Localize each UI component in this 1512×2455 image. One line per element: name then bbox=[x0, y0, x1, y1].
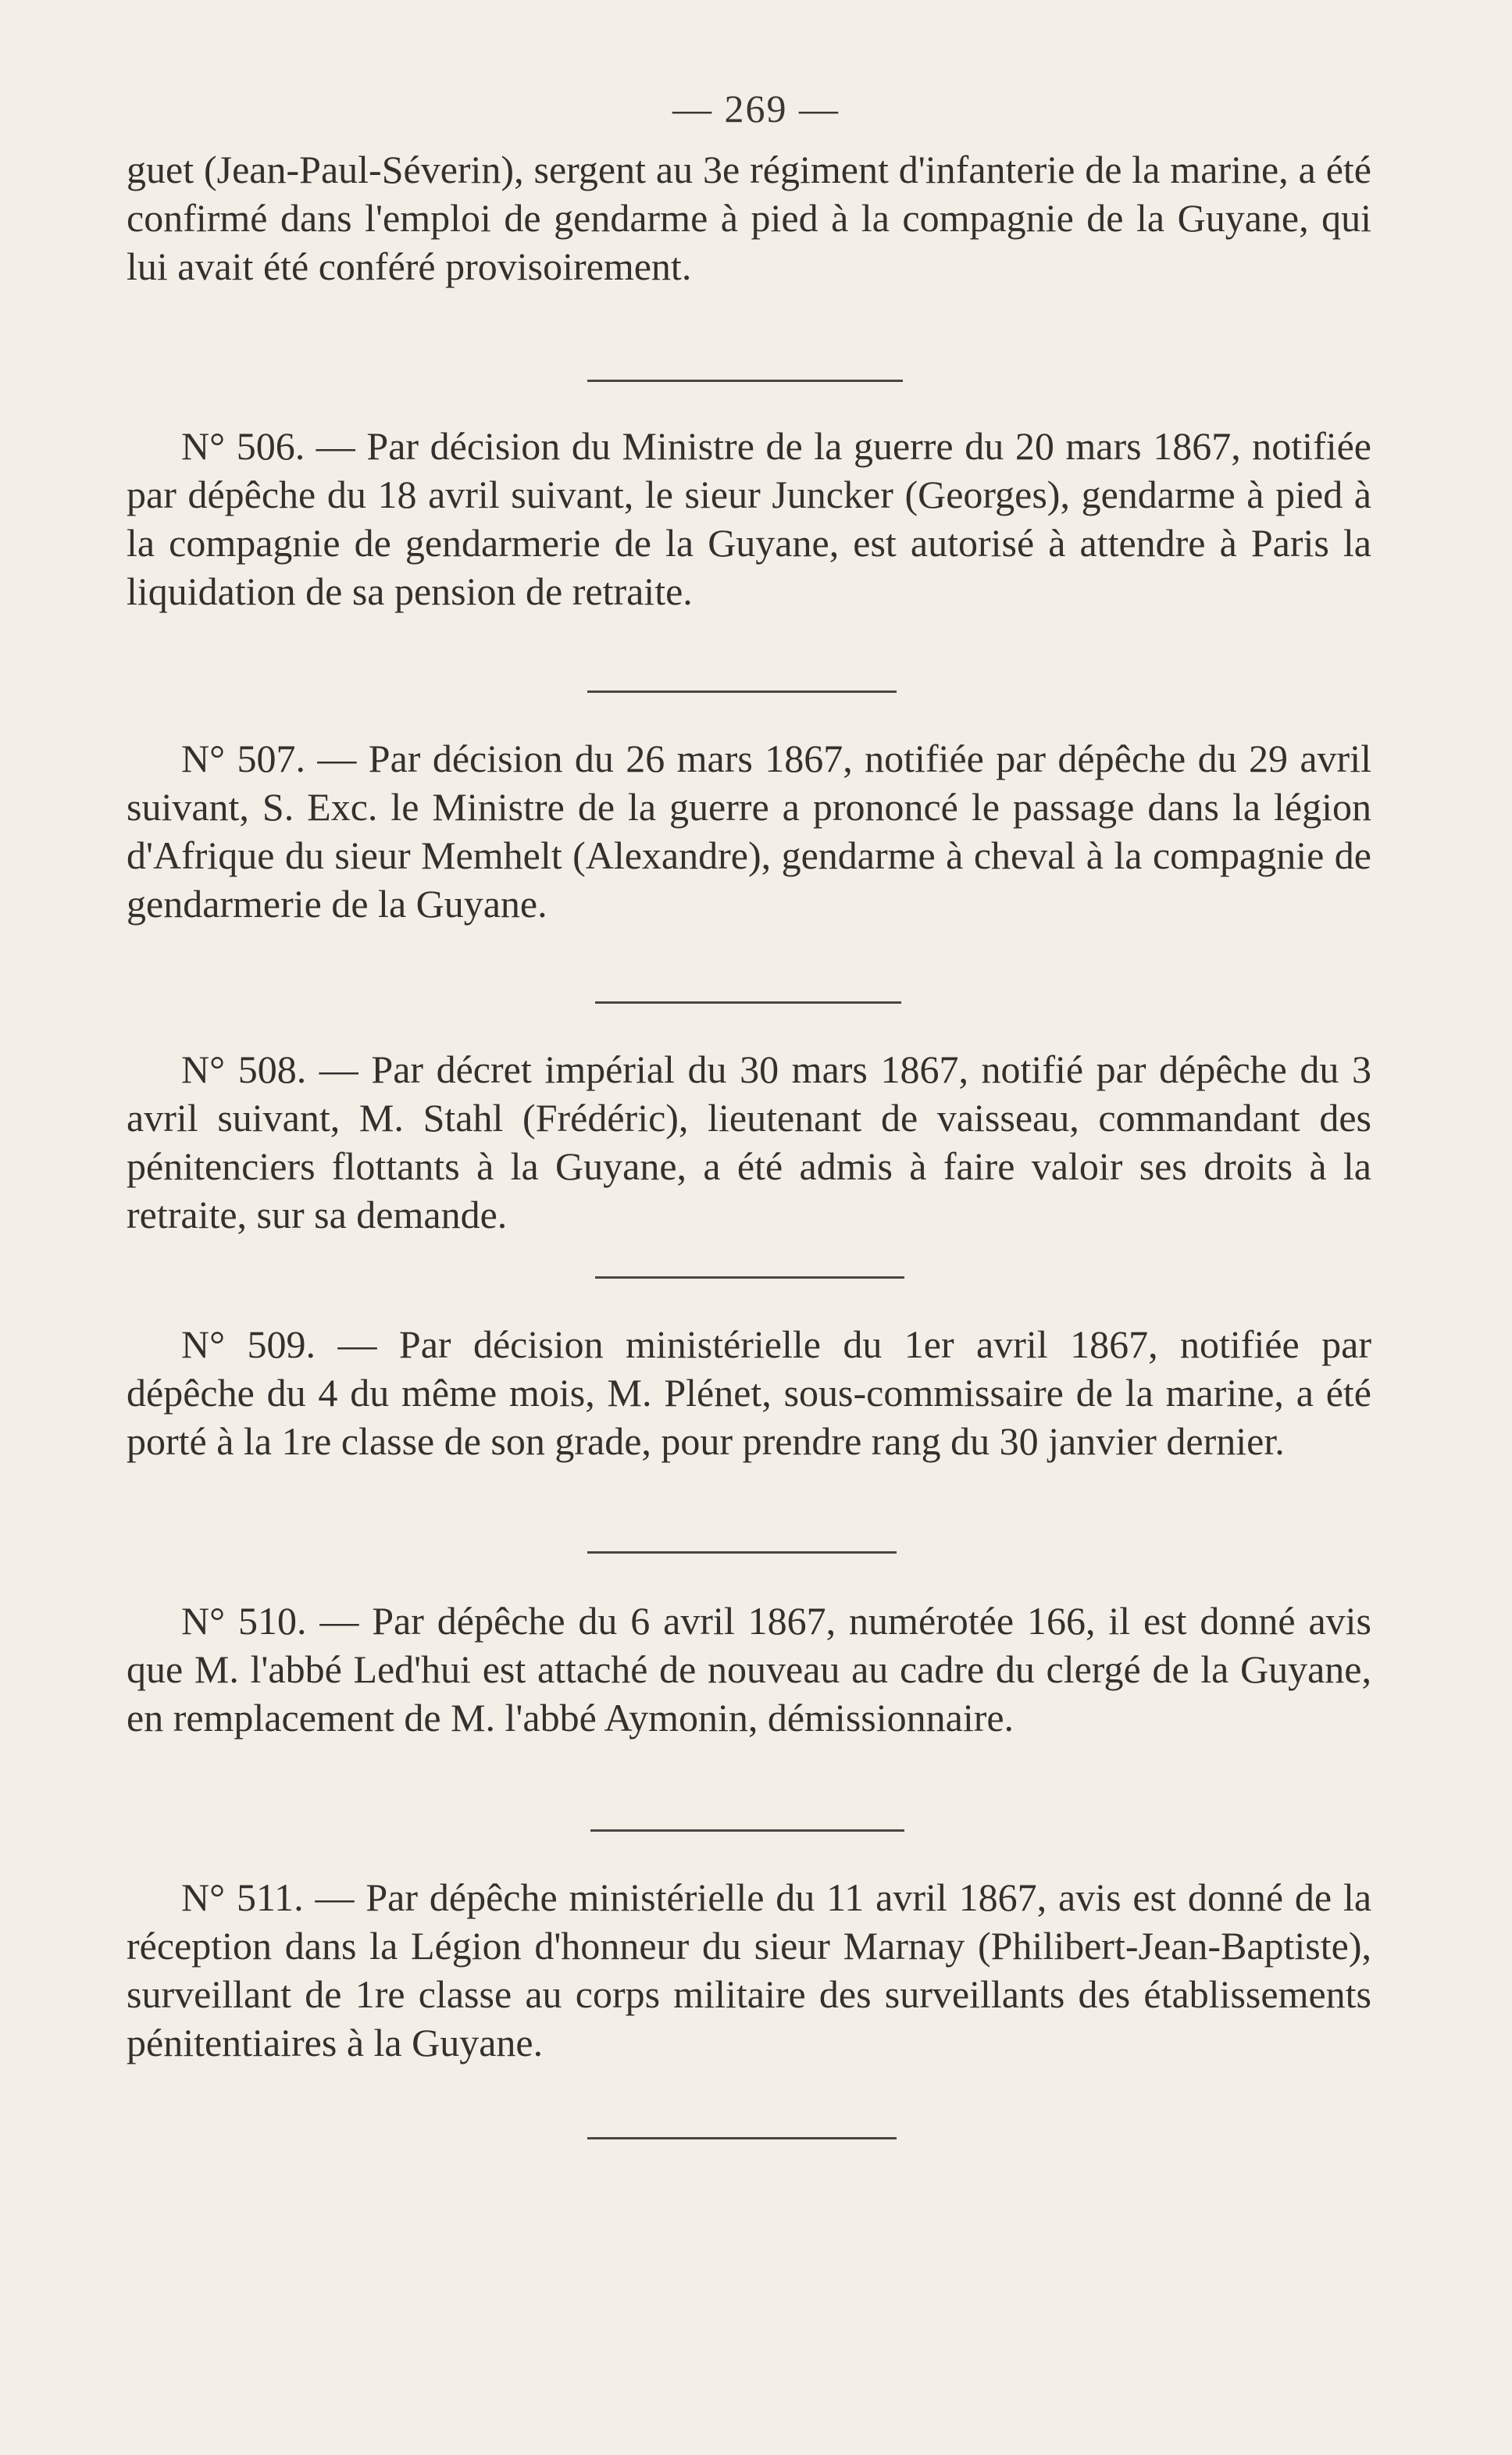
section-divider bbox=[587, 1551, 897, 1554]
section-divider bbox=[595, 1001, 901, 1004]
section-divider bbox=[587, 380, 903, 382]
paragraph-text: — Par décision du Ministre de la guerre du 20 mars 1867, notifiée par dépêche du 18 avril suivant, le sieur Juncker (Georges), gendarme à pied à la compagnie de gendarmerie de la Guyane, est autorisé à attendre à Paris la liquidation de sa pension de retraite. bbox=[127, 424, 1371, 613]
paragraph-511 bbox=[127, 1873, 1371, 2067]
paragraph-text: — Par dépêche du 6 avril 1867, numérotée 166, il est donné avis que M. l'abbé Led'hui est attaché de nouveau au cadre du clergé de la Guyane, en remplacement de M. l'abbé Aymonin, démissionnaire. bbox=[127, 1599, 1372, 1740]
paragraph-continuation bbox=[127, 145, 1371, 291]
paragraph-number: N° 509. bbox=[181, 1322, 316, 1366]
paragraph-number: N° 508. bbox=[181, 1047, 307, 1091]
paragraph-number: N° 511. bbox=[181, 1875, 304, 1919]
paragraph-509 bbox=[127, 1320, 1371, 1465]
section-divider bbox=[595, 1276, 904, 1279]
paragraph-text: — Par dépêche ministérielle du 11 avril 1867, avis est donné de la réception dans la Légion d'honneur du sieur Marnay (Philibert-Jean-Baptiste), surveillant de 1re classe au corps militaire des surveillants des établissements pénitentiaires à la Guyane. bbox=[127, 1875, 1372, 2064]
paragraph-text: guet (Jean-Paul-Séverin), sergent au 3e régiment d'infanterie de la marine, a été confirmé dans l'emploi de gendarme à pied à la compagnie de la Guyane, qui lui avait été conféré provisoirement. bbox=[127, 148, 1371, 288]
paragraph-507 bbox=[127, 734, 1371, 928]
paragraph-text: — Par décision du 26 mars 1867, notifiée par dépêche du 29 avril suivant, S. Exc. le Ministre de la guerre a prononcé le passage dans la légion d'Afrique du sieur Memhelt (Alexandre), gendarme à cheval à la compagnie de gendarmerie de la Guyane. bbox=[127, 737, 1371, 926]
paragraph-number: N° 510. bbox=[181, 1599, 307, 1643]
paragraph-508 bbox=[127, 1045, 1371, 1239]
section-divider bbox=[587, 2137, 897, 2139]
section-divider bbox=[590, 1829, 904, 1832]
paragraph-number: N° 507. bbox=[181, 737, 305, 780]
section-divider bbox=[587, 690, 897, 693]
page-number: — 269 — bbox=[672, 87, 840, 130]
paragraph-506 bbox=[127, 422, 1371, 616]
paragraph-text: — Par décision ministérielle du 1er avril 1867, notifiée par dépêche du 4 du même mois, M. Plénet, sous-commissaire de la marine, a été porté à la 1re classe de son grade, pour prendre rang du 30 janvier dernier. bbox=[127, 1322, 1372, 1463]
paragraph-510 bbox=[127, 1597, 1371, 1742]
paragraph-text: — Par décret impérial du 30 mars 1867, notifié par dépêche du 3 avril suivant, M. Stahl (Frédéric), lieutenant de vaisseau, commandant des pénitenciers flottants à la Guyane, a été admis à faire valoir ses droits à la retraite, sur sa demande. bbox=[127, 1047, 1372, 1236]
paragraph-number: N° 506. bbox=[181, 424, 305, 468]
